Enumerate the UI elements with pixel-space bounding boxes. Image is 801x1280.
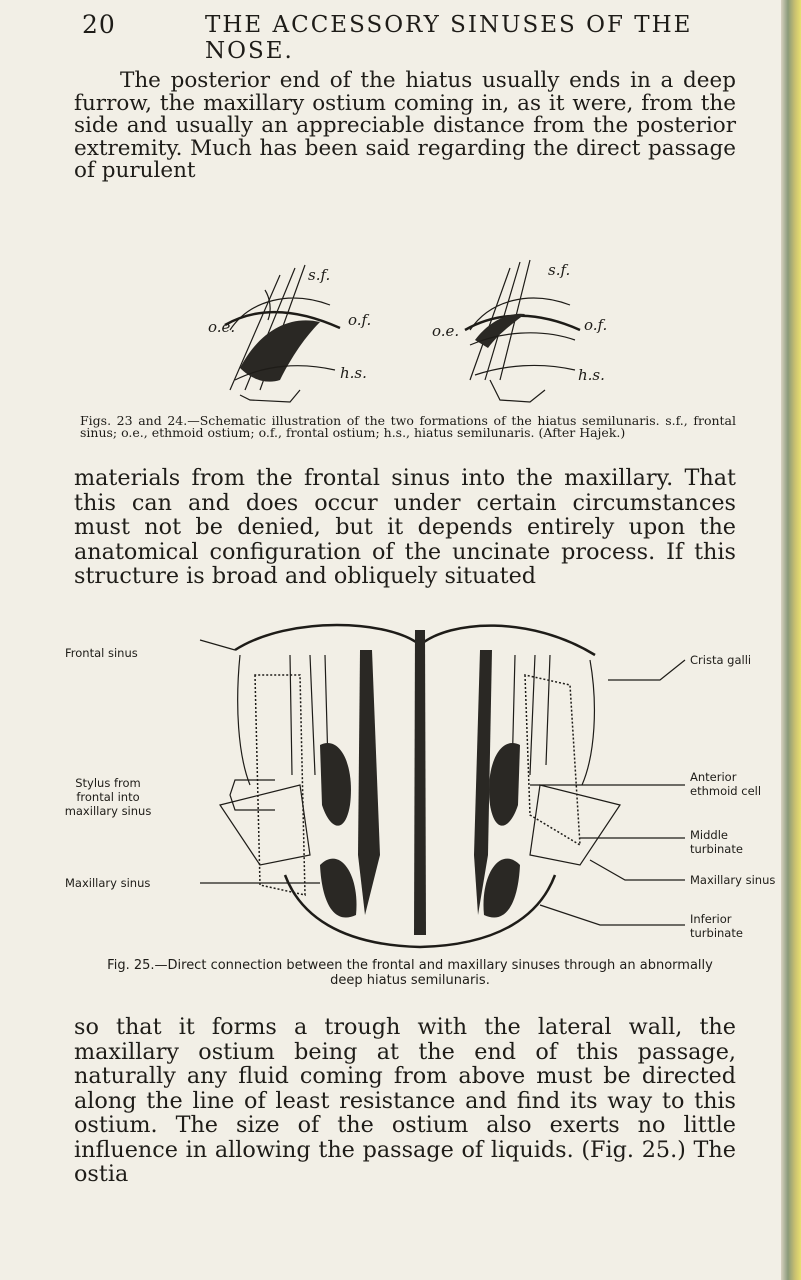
label-middle-line-1: Middle bbox=[690, 828, 728, 842]
label-maxillary-sinus-left: Maxillary sinus bbox=[65, 876, 151, 890]
label-inferior-line-1: Inferior bbox=[690, 912, 732, 926]
label-oe-24: o.e. bbox=[432, 322, 460, 340]
label-inferior-line-2: turbinate bbox=[690, 926, 743, 940]
label-anterior-line-2: ethmoid cell bbox=[690, 784, 762, 798]
figure-23-24-caption: Figs. 23 and 24.—Schematic illustration of the two formations of the hiatus semilunaris. s.f., frontal sinus; o.e., ethmoid ostium; o.f., frontal ostium; h.s., hiatus semilunaris. (After Hajek.) bbox=[80, 413, 736, 440]
label-stylus-line-2: frontal into bbox=[76, 790, 140, 804]
figure-23-drawing bbox=[208, 265, 371, 402]
figure-24-drawing bbox=[432, 260, 607, 402]
figure-23-24 bbox=[170, 250, 610, 420]
label-crista-galli: Crista galli bbox=[690, 653, 752, 667]
label-frontal-sinus: Frontal sinus bbox=[65, 646, 138, 660]
figure-25-drawing bbox=[200, 625, 685, 947]
label-sf-24: s.f. bbox=[548, 261, 571, 279]
label-hs-24: h.s. bbox=[578, 366, 605, 384]
label-of-24: o.f. bbox=[584, 316, 608, 334]
paragraph-2: materials from the frontal sinus into the maxillary. That this can and does occur under certain circumstances must not be denied, but it depends entirely upon the anatomical configuration of the uncinate process. If this structure is broad and obliquely situated bbox=[74, 465, 736, 589]
label-stylus-line-1: Stylus from bbox=[75, 776, 141, 790]
label-maxillary-sinus-right: Maxillary sinus bbox=[690, 873, 776, 887]
page-number: 20 bbox=[82, 10, 116, 39]
label-sf-23: s.f. bbox=[308, 266, 331, 284]
label-stylus-line-3: maxillary sinus bbox=[64, 804, 152, 818]
figure-25-caption: Fig. 25.—Direct connection between the frontal and maxillary sinuses through an abnormally deep hiatus semilunaris. bbox=[107, 958, 713, 988]
running-title: THE ACCESSORY SINUSES OF THE NOSE. bbox=[205, 12, 693, 64]
figure-25 bbox=[60, 615, 776, 950]
label-oe-23: o.e. bbox=[208, 318, 236, 336]
page-edge bbox=[781, 0, 801, 1280]
paragraph-3: so that it forms a trough with the lateral wall, the maxillary ostium being at the end of this passage, naturally any fluid coming from above must be directed along the line of least resistance and find its way to this ostium. The size of the ostium also exerts no little influence in allowing the passage of liquids. (Fig. 25.) The ostia bbox=[74, 1014, 736, 1187]
paragraph-1: The posterior end of the hiatus usually ends in a deep furrow, the maxillary ostium coming in, as it were, from the side and usually an appreciable distance from the posterior extremity. Much has been said regarding the direct passage of purulent bbox=[74, 68, 736, 183]
label-anterior-line-1: Anterior bbox=[690, 770, 737, 784]
label-middle-line-2: turbinate bbox=[690, 842, 743, 856]
label-hs-23: h.s. bbox=[340, 364, 367, 382]
label-of-23: o.f. bbox=[348, 311, 372, 329]
running-head bbox=[0, 10, 760, 64]
